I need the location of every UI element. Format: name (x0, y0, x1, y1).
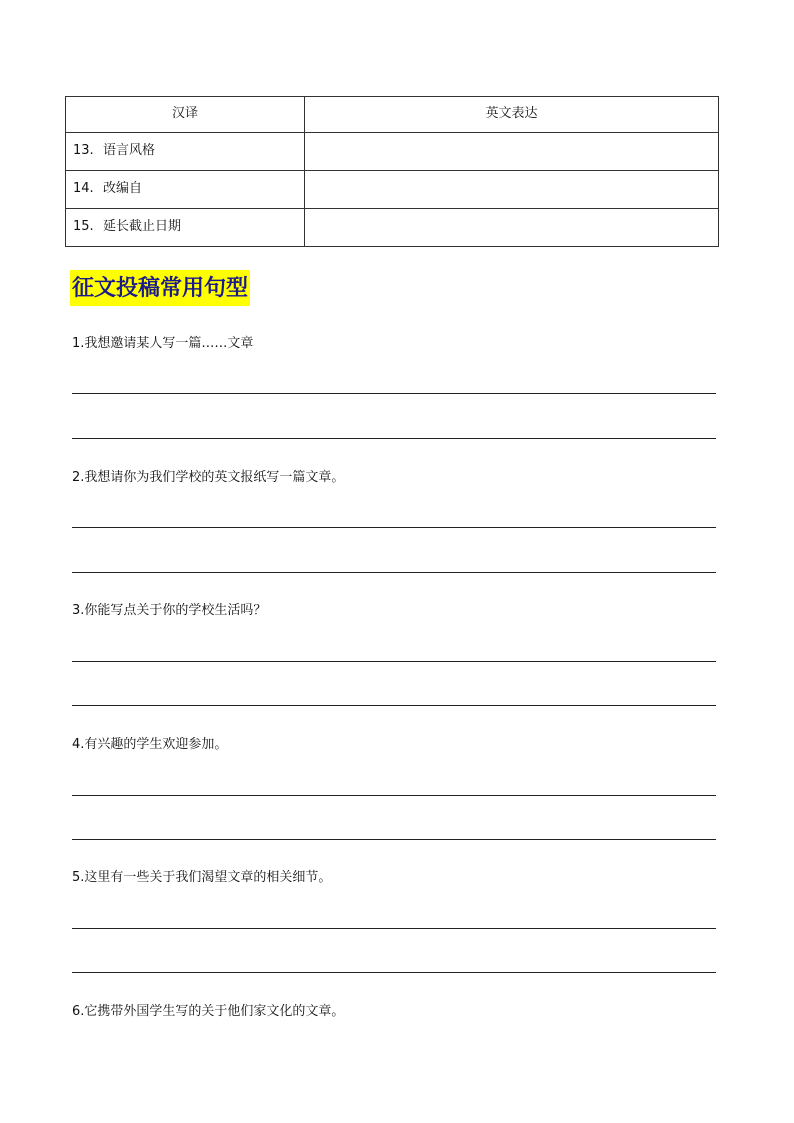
section-title: 征文投稿常用句型 (70, 270, 250, 306)
answer-line[interactable] (72, 928, 716, 929)
english-answer-cell[interactable] (305, 133, 719, 171)
answer-line[interactable] (72, 705, 716, 706)
prompt-text: 3.你能写点关于你的学校生活吗？ (72, 603, 267, 618)
prompt-text: 2.我想请你为我们学校的英文报纸写一篇文章。 (72, 470, 345, 485)
answer-line[interactable] (72, 795, 716, 796)
answer-line[interactable] (72, 438, 716, 439)
row-number: 14. (73, 181, 94, 196)
header-english: 英文表达 (305, 97, 719, 133)
answer-line[interactable] (72, 393, 716, 394)
english-answer-cell[interactable] (305, 209, 719, 247)
row-number: 15. (73, 219, 94, 234)
chinese-term: 改编自 (103, 181, 143, 196)
answer-line[interactable] (72, 661, 716, 662)
chinese-term: 延长截止日期 (103, 219, 182, 234)
vocabulary-table (65, 96, 719, 247)
prompt-text: 5.这里有一些关于我们渴望文章的相关细节。 (72, 870, 332, 885)
prompt-item (72, 602, 716, 620)
prompt-text: 4.有兴趣的学生欢迎参加。 (72, 737, 228, 752)
table-row (66, 171, 719, 209)
prompt-text: 1.我想邀请某人写一篇……文章 (72, 336, 254, 351)
chinese-cell (66, 133, 305, 171)
header-chinese: 汉译 (66, 97, 305, 133)
answer-line[interactable] (72, 839, 716, 840)
prompt-item (72, 1003, 716, 1021)
answer-line[interactable] (72, 527, 716, 528)
prompt-text: 6.它携带外国学生写的关于他们家文化的文章。 (72, 1004, 345, 1019)
prompt-item (72, 736, 716, 754)
chinese-term: 语言风格 (103, 143, 156, 158)
table-row (66, 209, 719, 247)
chinese-cell (66, 209, 305, 247)
prompt-item (72, 869, 716, 887)
table-header-row (66, 97, 719, 133)
english-answer-cell[interactable] (305, 171, 719, 209)
prompt-item (72, 335, 716, 353)
table-row (66, 133, 719, 171)
answer-line[interactable] (72, 572, 716, 573)
chinese-cell (66, 171, 305, 209)
prompt-item (72, 469, 716, 487)
answer-line[interactable] (72, 972, 716, 973)
row-number: 13. (73, 143, 94, 158)
